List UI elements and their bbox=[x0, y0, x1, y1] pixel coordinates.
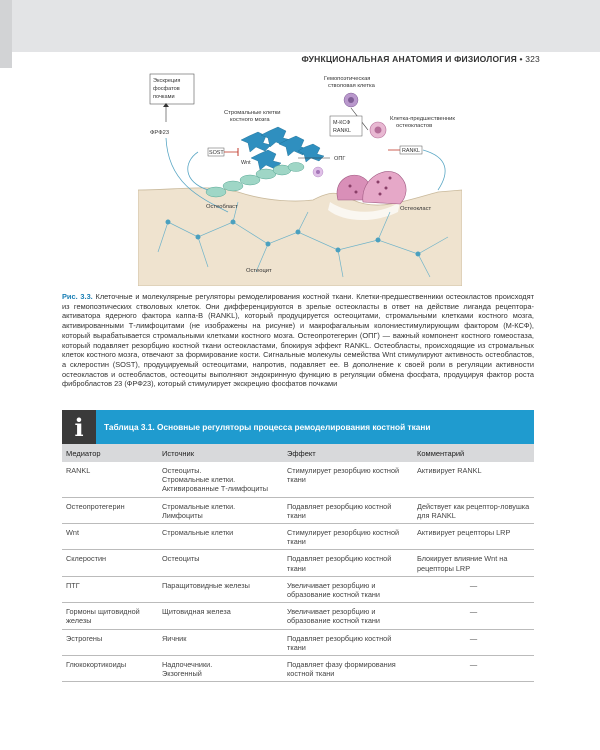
table-row bbox=[62, 656, 534, 682]
col-header-effect: Эффект bbox=[283, 444, 413, 462]
table-cell-effect: Увеличивает резорбцию и образование костной ткани bbox=[283, 603, 413, 629]
table-row bbox=[62, 524, 534, 550]
table-cell-mediator: ПТГ bbox=[62, 576, 158, 602]
table-cell-effect: Подавляет фазу формирования костной ткани bbox=[283, 656, 413, 682]
table-cell-comment: — bbox=[413, 603, 534, 629]
table-cell-effect: Увеличивает резорбцию и образование костной ткани bbox=[283, 576, 413, 602]
opg-label: ОПГ bbox=[334, 156, 346, 162]
stromal-cells bbox=[241, 127, 324, 170]
page-number: 323 bbox=[525, 54, 540, 64]
table-cell-source: Паращитовидные железы bbox=[158, 576, 283, 602]
rankl-label: RANKL bbox=[333, 128, 351, 134]
table-cell-source: Щитовидная железа bbox=[158, 603, 283, 629]
hematopoietic-label bbox=[324, 76, 376, 89]
excretion-label-2: фосфатов bbox=[153, 86, 180, 92]
table-cell-source: Яичник bbox=[158, 629, 283, 655]
table-cell-comment: Блокирует влияние Wnt на рецепторы LRP bbox=[413, 550, 534, 576]
table-row bbox=[62, 462, 534, 497]
table-cell-source: Надпочечники. Экзогенный bbox=[158, 656, 283, 682]
precursor-label bbox=[390, 116, 457, 129]
bone-matrix bbox=[138, 188, 462, 286]
info-icon: i bbox=[62, 410, 96, 444]
excretion-label-1: Экскреция bbox=[153, 78, 181, 84]
top-margin-inner bbox=[12, 0, 600, 52]
table-cell-source: Остеоциты. Стромальные клетки. Активированные Т-лимфоциты bbox=[158, 462, 283, 497]
figure-caption bbox=[62, 292, 534, 389]
table-cell-comment: — bbox=[413, 629, 534, 655]
caption-text: Клеточные и молекулярные регуляторы ремоделирования костной ткани. Клетки-предшественники остеокластов происходят из гемопоэтических стволовых клеток. Они дифференцируются в зрелые остеокласты в ответ на действие лиганда рецептора-активатора ядерного фактора каппа-B (RANKL), который продуцируется остеоцитами, стромальными клетками костного мозга, активированными Т-лимфоцитами (не изображены на рисунке) и макрофагальным колониестимулирующим фактором (М-КСФ), который вырабатывается стромальными клетками костного мозга. Остеопротегерин (ОПГ) — важный компонент костного гомеостаза, который подавляет резорбцию костной ткани остеокластами, блокируя эффект RANKL. Остеобласты, происходящие из стромальных клеток костного мозга, отвечают за формирование кости. Сигнальные молекулы семейства Wnt стимулируют активность остеобластов, а склеростин (SOST), продуцируемый остеоцитами, напротив, подавляет ее. В дополнение к своей роли в регуляции активности остеокластов и остеобластов, остеоциты выполняют эндокринную функцию в регуляции обмена фосфата, продуцируя фактор роста фибробластов 23 (ФРФ23), который стимулирует экскрецию фосфатов почками bbox=[62, 292, 534, 389]
table-cell-effect: Стимулирует резорбцию костной ткани bbox=[283, 462, 413, 497]
fgf23-label: ФРФ23 bbox=[150, 130, 170, 136]
table-cell-source: Остеоциты bbox=[158, 550, 283, 576]
table-cell-comment: Активирует RANKL bbox=[413, 462, 534, 497]
table-row bbox=[62, 603, 534, 629]
running-header bbox=[301, 54, 540, 64]
table-cell-source: Стромальные клетки. Лимфоциты bbox=[158, 497, 283, 523]
table-cell-source: Стромальные клетки bbox=[158, 524, 283, 550]
rankl2-label: RANKL bbox=[402, 148, 420, 154]
regulators-table bbox=[62, 444, 534, 682]
regulators-table-block bbox=[62, 410, 534, 682]
table-cell-mediator: Эстрогены bbox=[62, 629, 158, 655]
table-cell-comment: — bbox=[413, 576, 534, 602]
table-header-bar bbox=[62, 410, 534, 444]
table-cell-comment: Действует как рецептор-ловушка для RANKL bbox=[413, 497, 534, 523]
caption-label: Рис. 3.3. bbox=[62, 292, 93, 301]
table-cell-effect: Подавляет резорбцию костной ткани bbox=[283, 497, 413, 523]
header-bullet: • bbox=[519, 54, 523, 64]
osteoblast-layer bbox=[206, 163, 304, 198]
stromal-label bbox=[224, 110, 282, 123]
precursor-label-1: Клетка-предшественник bbox=[390, 116, 455, 122]
table-row bbox=[62, 497, 534, 523]
table-cell-mediator: Остеопротегерин bbox=[62, 497, 158, 523]
table-cell-mediator: RANKL bbox=[62, 462, 158, 497]
table-row bbox=[62, 576, 534, 602]
col-header-comment: Комментарий bbox=[413, 444, 534, 462]
bone-remodeling-figure bbox=[138, 72, 462, 286]
sost-label: SOST bbox=[209, 150, 224, 156]
stromal-label-2: костного мозга bbox=[230, 117, 270, 123]
wnt-label: Wnt bbox=[241, 160, 251, 166]
table-body bbox=[62, 462, 534, 682]
stromal-label-1: Стромальные клетки bbox=[224, 110, 281, 116]
table-cell-mediator: Гормоны щитовидной железы bbox=[62, 603, 158, 629]
table-cell-effect: Подавляет резорбцию костной ткани bbox=[283, 629, 413, 655]
table-cell-effect: Подавляет резорбцию костной ткани bbox=[283, 550, 413, 576]
col-header-mediator: Медиатор bbox=[62, 444, 158, 462]
osteocyte-label: Остеоцит bbox=[246, 268, 272, 274]
table-cell-mediator: Wnt bbox=[62, 524, 158, 550]
header-section-title: ФУНКЦИОНАЛЬНАЯ АНАТОМИЯ И ФИЗИОЛОГИЯ bbox=[301, 54, 517, 64]
mcsf-label: М-КСФ bbox=[333, 120, 351, 126]
table-cell-effect: Стимулирует резорбцию костной ткани bbox=[283, 524, 413, 550]
table-cell-mediator: Глюкокортикоиды bbox=[62, 656, 158, 682]
hematopoietic-label-1: Гемопоэтическая bbox=[324, 76, 371, 82]
table-row bbox=[62, 629, 534, 655]
table-cell-comment: Активирует рецепторы LRP bbox=[413, 524, 534, 550]
osteoclast-cell-2 bbox=[363, 171, 406, 204]
table-column-headers bbox=[62, 444, 534, 462]
hematopoietic-label-2: стволовая клетка bbox=[328, 83, 375, 89]
excretion-label-3: почками bbox=[153, 94, 175, 100]
table-cell-comment: — bbox=[413, 656, 534, 682]
precursor-label-2: остеокластов bbox=[396, 123, 433, 129]
table-cell-mediator: Склеростин bbox=[62, 550, 158, 576]
osteoblast-label: Остеобласт bbox=[206, 204, 238, 210]
col-header-source: Источник bbox=[158, 444, 283, 462]
table-title: Таблица 3.1. Основные регуляторы процесса ремоделирования костной ткани bbox=[96, 410, 534, 444]
osteoclast-label: Остеокласт bbox=[400, 206, 432, 212]
table-row bbox=[62, 550, 534, 576]
